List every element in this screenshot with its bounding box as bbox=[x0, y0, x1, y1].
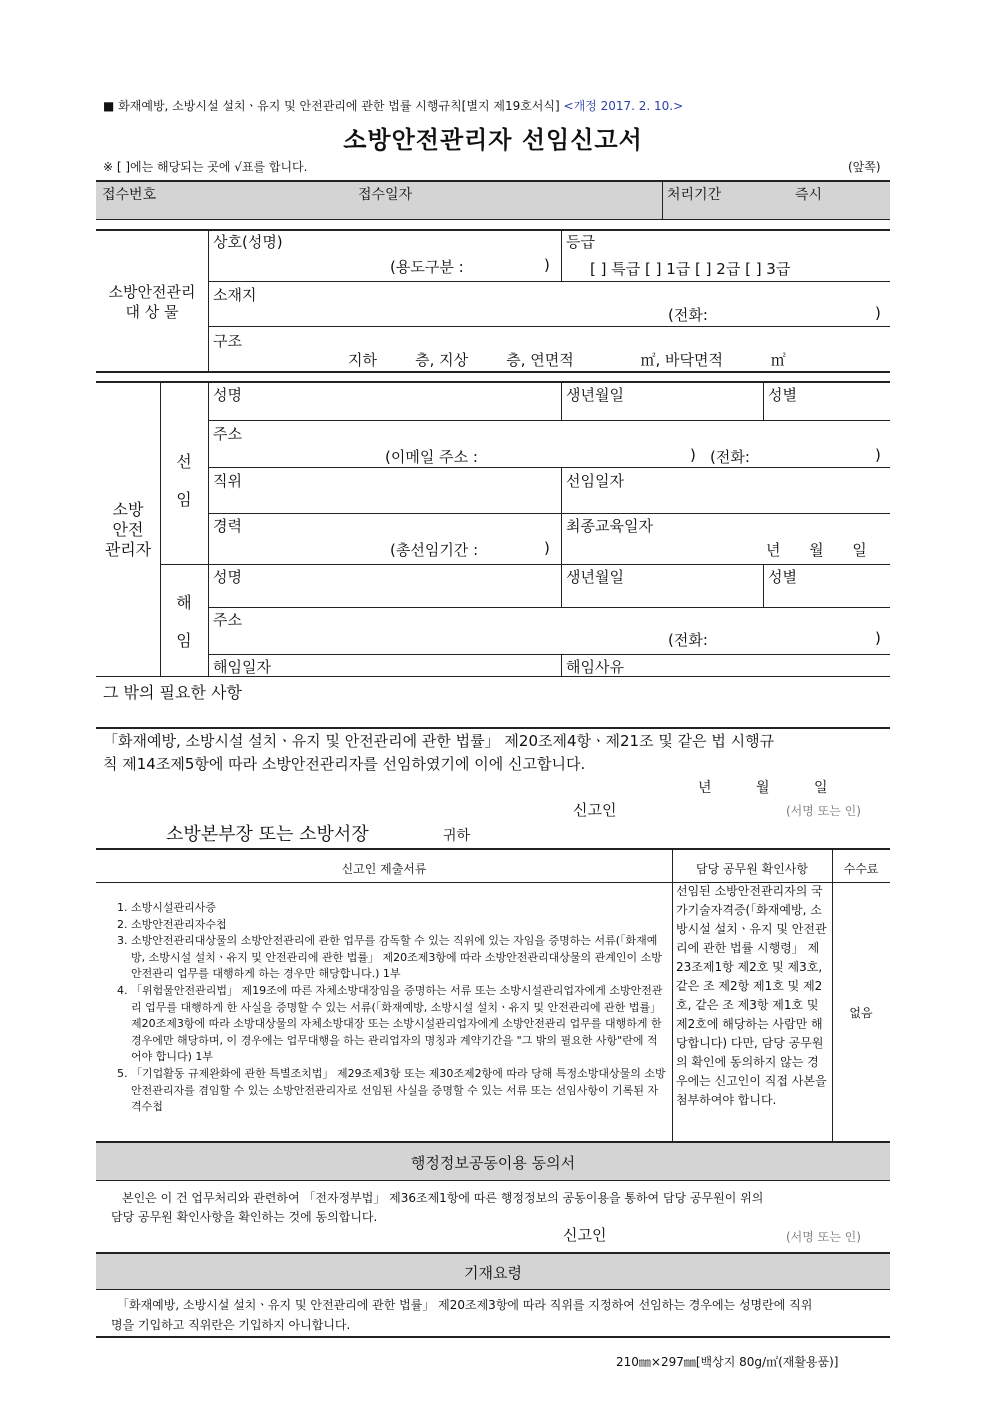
manager-section-label: 소방 안전 관리자 bbox=[104, 500, 152, 559]
appoint-date-label: 선임일자 bbox=[566, 472, 624, 490]
appoint-phone-label: (전화: bbox=[710, 448, 750, 466]
education-ymd: 년 월 일 bbox=[766, 541, 867, 559]
appoint-birth-label: 생년월일 bbox=[566, 386, 624, 404]
appoint-gender-label: 성별 bbox=[768, 386, 797, 404]
dismiss-phone-close: ) bbox=[875, 629, 881, 647]
other-matters-label: 그 밖의 필요한 사항 bbox=[103, 683, 242, 702]
paper-spec: 210㎜×297㎜[백상지 80g/㎡(재활용품)] bbox=[616, 1355, 839, 1369]
appoint-phone-close: ) bbox=[875, 446, 881, 464]
career-label: 경력 bbox=[213, 517, 242, 535]
fee-header: 수수료 bbox=[843, 862, 879, 876]
fee-value: 없음 bbox=[849, 1006, 873, 1020]
list-item: 3. 소방안전관리대상물의 소방안전관리에 관한 업무를 감독할 수 있는 직위에 있는 자임을 증명하는 서류(「화재예방, 소방시설 설치ㆍ유지 및 안전관리에 관한 법률」 제20조제3항에 따라 소방안전관리대상물의 관계인이 소방안전관리 업무를 대행하게 하는 경우만 해당합니다.) 1부 bbox=[117, 934, 662, 981]
dismiss-name-label: 성명 bbox=[213, 568, 242, 586]
consent-line-1: 본인은 이 건 업무처리와 관련하여 「전자정부법」 제36조제1항에 따른 행정정보의 공동이용을 통하여 담당 공무원이 위의 bbox=[122, 1191, 764, 1205]
document-title: 소방안전관리자 선임신고서 bbox=[343, 126, 643, 154]
submit-docs-header: 신고인 제출서류 bbox=[341, 862, 427, 876]
law-reference-text: 화재예방, 소방시설 설치ㆍ유지 및 안전관리에 관한 법률 시행규칙[별지 제19호서식] bbox=[118, 99, 560, 113]
structure-label: 구조 bbox=[213, 332, 242, 350]
email-label: (이메일 주소 : bbox=[385, 448, 478, 466]
dismiss-date-label: 해임일자 bbox=[213, 658, 271, 676]
usage-label: (용도구분 : bbox=[390, 258, 464, 276]
appoint-address-label: 주소 bbox=[213, 425, 242, 443]
officer-check-text: 선임된 소방안전관리자의 국가기술자격증(「화재예방, 소방시설 설치ㆍ유지 및 안전관리에 관한 법률 시행령」 제23조제1항 제2호 및 제3호, 같은 조 제2항 제1호 및 제2호, 같은 조 제3항 제1호 및 제2호에 해당하는 사람만 해당합니다) 다만, 담당 공무원의 확인에 동의하지 않는 경우에는 신고인이 직접 사본을 첨부하여야 합니다. bbox=[676, 884, 827, 1107]
consent-line-2: 담당 공무원 확인사항을 확인하는 것에 동의합니다. bbox=[111, 1210, 378, 1224]
bullet: ■ bbox=[103, 99, 115, 113]
declaration-line-1: 「화재예방, 소방시설 설치ㆍ유지 및 안전관리에 관한 법률」 제20조제4항ㆍ제21조 및 같은 법 시행규 bbox=[103, 732, 775, 750]
appoint-label: 선 임 bbox=[176, 452, 192, 509]
usage-close: ) bbox=[544, 256, 550, 274]
consent-reporter-label: 신고인 bbox=[563, 1226, 607, 1244]
submit-docs-list bbox=[117, 900, 668, 1116]
receipt-block bbox=[96, 181, 890, 220]
dismiss-label: 해 임 bbox=[176, 593, 192, 650]
dismiss-address-label: 주소 bbox=[213, 611, 242, 629]
target-section-label: 소방안전관리 대 상 물 bbox=[108, 283, 196, 321]
list-item: 5. 「기업활동 규제완화에 관한 특별조치법」 제29조제3항 또는 제30조제2항에 따라 당해 특정소방대상물의 소방안전관리자를 겸임할 수 있는 소방안전관리자로 선임된 사실을 증명할 수 있는 서류 또는 선임사항이 기록된 자격수첩 bbox=[117, 1066, 666, 1114]
list-item: 1. 소방시설관리사증 bbox=[117, 901, 216, 914]
processing-period-label: 처리기간 bbox=[667, 187, 722, 203]
appoint-name-label: 성명 bbox=[213, 386, 242, 404]
instructions-line-1: 「화재예방, 소방시설 설치ㆍ유지 및 안전관리에 관한 법률」 제20조제3항에 따라 직위를 지정하여 선임하는 경우에는 성명란에 직위 bbox=[117, 1298, 813, 1312]
structure-fields[interactable]: 지하 층, 지상 층, 연면적 ㎡, 바닥면적 ㎡ bbox=[348, 351, 786, 369]
grade-label: 등급 bbox=[566, 233, 595, 251]
list-item: 4. 「위험물안전관리법」 제19조에 따른 자체소방대장임을 증명하는 서류 또는 소방시설관리업자에게 소방안전관리 업무를 대행하게 한 사실을 증명할 수 있는 서류(「화재예방, 소방시설 설치ㆍ유지 및 안전관리에 관한 법률」 제20조제3항에 따라 소방대상물의 자체소방대장 또는 소방시설관리업자에게 소방안전관리 업무를 대행하게 한 경우에만 해당하며, 이 경우에는 업무대행을 하는 관리업자의 명칭과 계약기간을 "그 밖의 필요한 사항"란에 적어야 합니다) 1부 bbox=[117, 983, 663, 1064]
consent-title: 행정정보공동이용 동의서 bbox=[410, 1154, 576, 1172]
career-close: ) bbox=[544, 539, 550, 557]
reporter-label: 신고인 bbox=[573, 801, 617, 819]
page-side: (앞쪽) bbox=[848, 160, 881, 174]
education-date-label: 최종교육일자 bbox=[566, 517, 653, 535]
revision-date: <개정 2017. 2. 10.> bbox=[563, 99, 684, 113]
law-reference bbox=[103, 97, 683, 114]
instructions-title: 기재요령 bbox=[464, 1264, 522, 1282]
declaration-line-2: 칙 제14조제5항에 따라 소방안전관리자를 선임하였기에 이에 신고합니다. bbox=[103, 755, 586, 773]
list-item: 2. 소방안전관리자수첩 bbox=[117, 917, 227, 931]
recipient: 소방본부장 또는 소방서장 bbox=[166, 824, 369, 845]
location-label: 소재지 bbox=[213, 286, 257, 304]
instructions-line-2: 명을 기입하고 직위란은 기입하지 아니합니다. bbox=[111, 1318, 351, 1332]
sign-label: (서명 또는 인) bbox=[786, 804, 861, 818]
position-label: 직위 bbox=[213, 472, 242, 490]
dismiss-reason-label: 해임사유 bbox=[566, 658, 624, 676]
grade-options[interactable]: [ ] 특급 [ ] 1급 [ ] 2급 [ ] 3급 bbox=[590, 260, 791, 278]
dismiss-gender-label: 성별 bbox=[768, 568, 797, 586]
email-close: ) bbox=[690, 446, 696, 464]
officer-check-header: 담당 공무원 확인사항 bbox=[696, 862, 808, 876]
career-period-label: (총선임기간 : bbox=[390, 541, 479, 559]
business-name-label: 상호(성명) bbox=[213, 233, 283, 251]
dismiss-phone-label: (전화: bbox=[668, 631, 708, 649]
declaration-date: 년 월 일 bbox=[698, 780, 828, 796]
recipient-suffix: 귀하 bbox=[443, 828, 471, 844]
dismiss-birth-label: 생년월일 bbox=[566, 568, 624, 586]
check-note: ※ [ ]에는 해당되는 곳에 √표를 합니다. bbox=[103, 160, 308, 174]
processing-period-value: 즉시 bbox=[795, 187, 823, 203]
consent-sign-label: (서명 또는 인) bbox=[786, 1230, 861, 1244]
location-phone-label: (전화: bbox=[668, 306, 708, 324]
receipt-number-label: 접수번호 bbox=[102, 187, 157, 203]
receipt-date-label: 접수일자 bbox=[358, 187, 413, 203]
location-phone-close: ) bbox=[875, 304, 881, 322]
